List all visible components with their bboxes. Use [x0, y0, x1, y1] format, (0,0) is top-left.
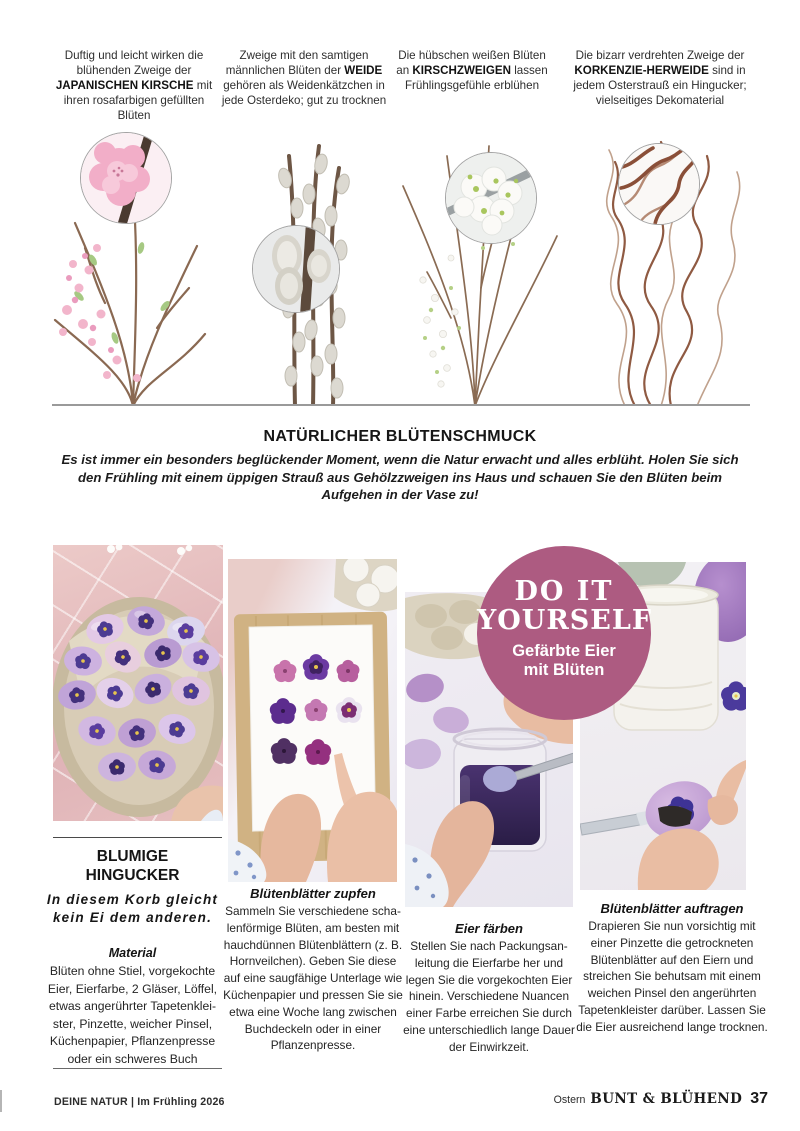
step-3-title: Blütenblätter auftragen — [600, 901, 744, 916]
footer-issue-brand: BUNT & BLÜHEND — [590, 1091, 743, 1107]
cherry-blossom-detail-circle — [80, 132, 172, 224]
material-list: Blüten ohne Stiel, vorgekochte Eier, Eierfarbe, 2 Gläser, Löffel, etwas angerührter Tapetenkleister, Pinzette, weicher Pinsel, Küchenpapier, Pflanzenpresse oder ein schweres Buch — [47, 964, 218, 1066]
caption-bold: WEIDE — [344, 64, 383, 77]
caption-text: Die bizarr verdrehten Zweige der — [575, 49, 745, 62]
pressed-flowers-photo — [228, 559, 397, 882]
basket-lede: In diesem Korb gleicht kein Ei dem anderen. — [46, 892, 219, 925]
caption-bold: KIRSCHZWEIGEN — [412, 64, 511, 77]
caption-text: sind in jedem Osterstrauß ein Hingucker; vielseitiges Dekomaterial — [573, 64, 747, 107]
caption-bold: KORKENZIE‑HERWEIDE — [574, 64, 709, 77]
material-label: Material — [108, 946, 157, 960]
caption-cherry-twigs — [392, 48, 552, 93]
caption-text: lassen Frühlingsgefühle erblühen — [404, 64, 548, 92]
corkscrew-detail-circle — [618, 143, 700, 225]
basket-of-eggs-photo — [53, 545, 223, 821]
basket-bottom-rule — [53, 1068, 222, 1069]
caption-corkscrew-willow — [570, 48, 750, 108]
footer-section-label: Ostern — [553, 1094, 586, 1106]
page-edge-mark — [0, 1090, 2, 1112]
caption-text: gehören als Weidenkätzchen in jede Osterdeko; gut zu trocknen — [221, 79, 387, 107]
footer-magazine-name: DEINE NATUR | Im Frühling 2026 — [54, 1096, 225, 1108]
basket-eggs-art — [53, 545, 223, 821]
diy-badge-line1: DO IT — [514, 576, 614, 607]
caption-text: Die hübschen weißen Blüten an — [396, 49, 546, 77]
section-intro: Es ist immer ein besonders beglückender Moment, wenn die Natur erwacht und alles erblüht. Holen Sie sich den Frühling mit einem üppigen Strauß aus Gehölzzweigen ins Haus und schauen Sie den Blüten beim Aufgehen in der Vase zu! — [61, 452, 739, 502]
basket-title — [45, 847, 220, 885]
pressed-flowers-art — [228, 559, 397, 882]
diy-badge — [477, 546, 651, 720]
step-2-body: Stellen Sie nach Packungsanleitung die Eierfarbe her und legen Sie die vorgekochten Eier hinein. Verschiedene Nuancen einer Farbe erreichen Sie durch eine unterschiedlich lange Dauer der Einwirkzeit. — [403, 939, 575, 1054]
caption-japanese-cherry — [50, 48, 218, 123]
willow-catkin-detail-circle — [252, 225, 340, 313]
caption-text: Zweige mit den samtigen männlichen Blüten der — [225, 49, 369, 77]
caption-text: mit ihren rosafarbigen gefüllten Blüten — [63, 79, 213, 122]
diy-badge-line2: YOURSELF — [477, 605, 653, 636]
caption-bold: JAPANISCHEN KIRSCHE — [55, 79, 194, 92]
footer-right — [554, 1090, 768, 1108]
step-2-title: Eier färben — [455, 921, 523, 936]
step-1-body: Sammeln Sie verschiedene schalenförmige Blüten, am besten mit hauchdünnen Blütenblättern (z. B. Hornveilchen). Geben Sie diese auf eine saugfähige Unterlage wie Küchenpapier und pressen Sie sie etwa eine Woche lang zwischen Buchdeckeln oder in einer Pflanzenpresse. — [223, 904, 403, 1053]
caption-willow — [220, 48, 388, 108]
diy-badge-sub2: mit Blüten — [523, 661, 605, 679]
step-1-title: Blütenblätter zupfen — [250, 886, 376, 901]
basket-top-rule — [53, 837, 222, 838]
white-blossom-detail-circle — [445, 152, 537, 244]
diy-badge-sub1: Gefärbte Eier — [512, 642, 616, 660]
caption-text: Duftig und leicht wirken die blühenden Zweige der — [64, 49, 204, 77]
footer-page-number: 37 — [750, 1090, 768, 1107]
basket-title-text: BLUMIGE HINGUCKER — [85, 848, 180, 884]
plants-baseline-rule — [52, 404, 750, 406]
section-title: NATÜRLICHER BLÜTENSCHMUCK — [263, 428, 537, 445]
step-3-body: Drapieren Sie nun vorsichtig mit einer Pinzette die getrockneten Blütenblätter auf den Eiern und streichen Sie behutsam mit einem weichen Pinsel den angerührten Tapetenkleister darüber. Lassen Sie die Eier ausreichend lange trocknen. — [576, 919, 768, 1034]
